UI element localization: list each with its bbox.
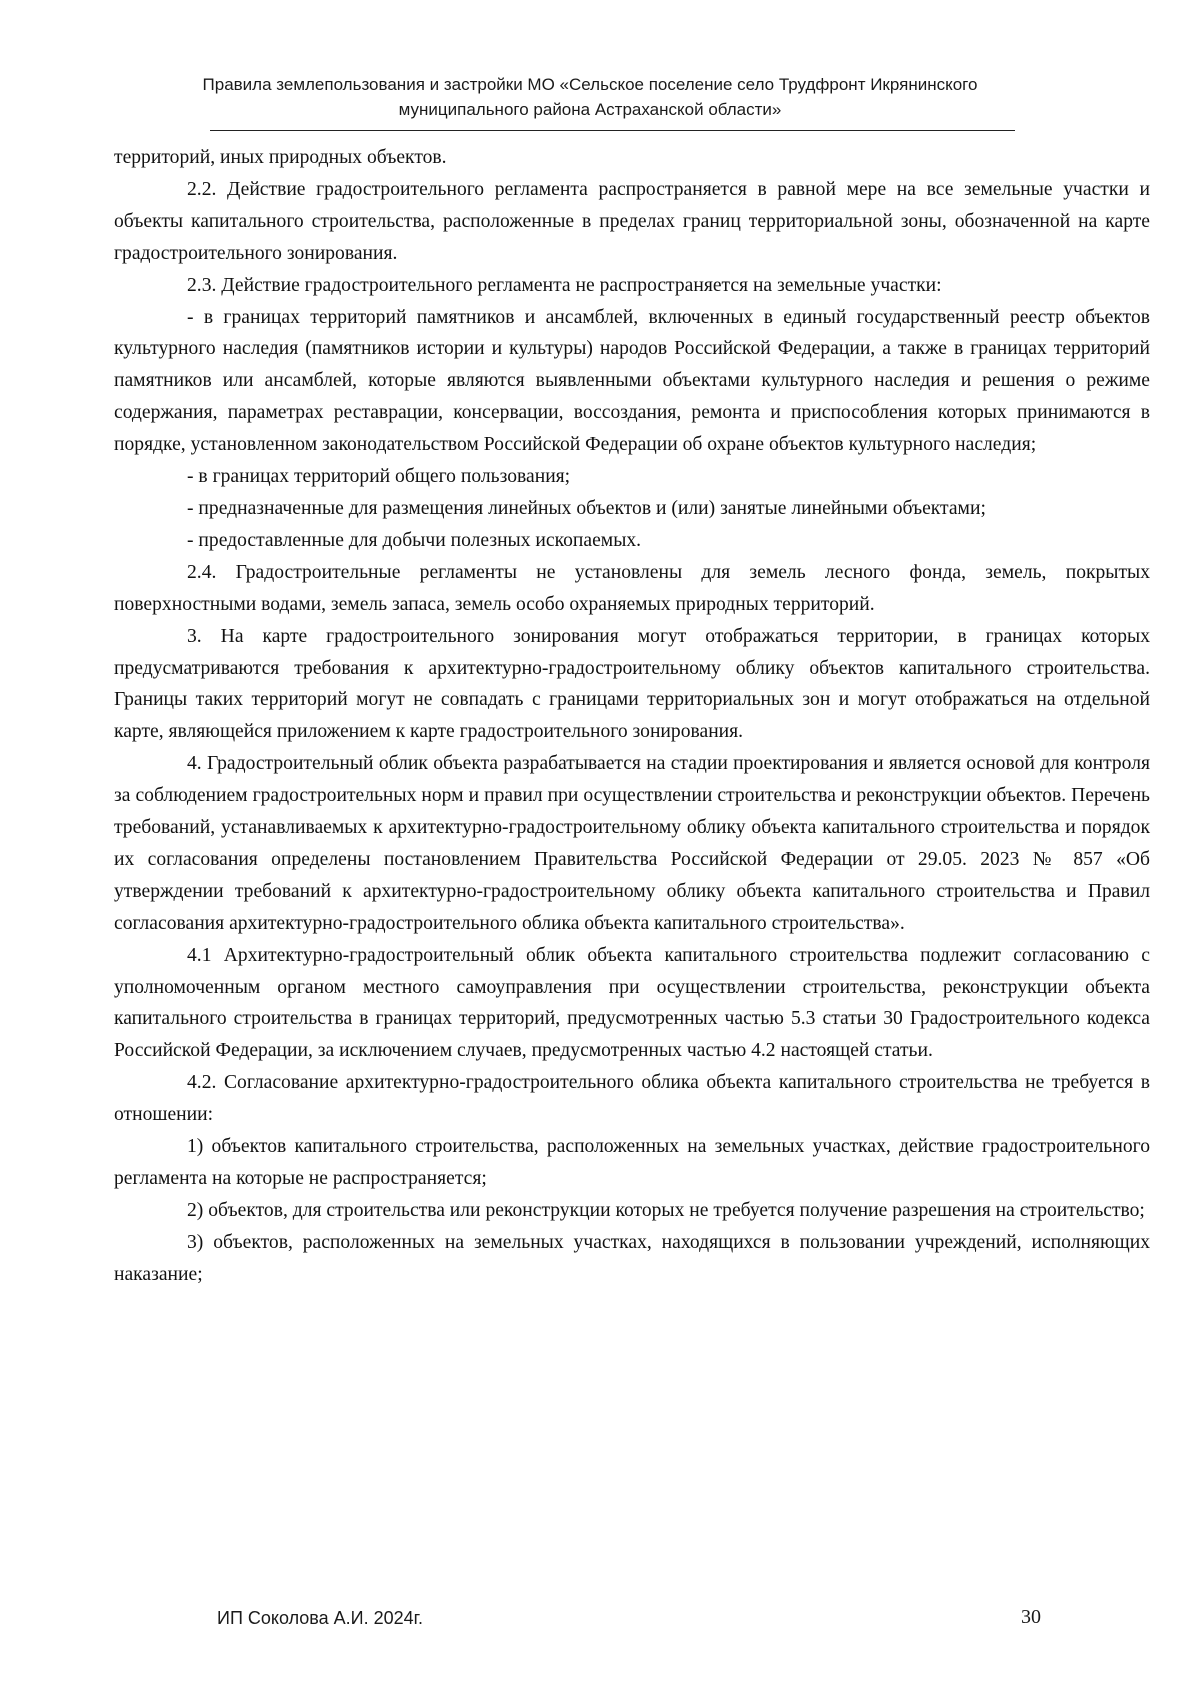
list-item-public-territories: - в границах территорий общего пользования; — [187, 466, 571, 488]
paragraph-4-2: 4.2. Согласование архитектурно-градостроительного облика объекта капитального строительства не требуется в отношении: — [114, 1072, 1150, 1126]
paragraph-4: 4. Градостроительный облик объекта разрабатывается на стадии проектирования и является основой для контроля за соблюдением градостроительных норм и правил при осуществлении строительства и реконструкции объектов. Перечень требований, устанавливаемых к архитектурно-градостроительному облику объекта капитального строительства и порядок их согласования определены постановлением Правительства Российской Федерации от 29.05. 2023 № 857 «Об утверждении требований к архитектурно-градостроительному облику объекта капитального строительства и Правил согласования архитектурно-градостроительного облика объекта капитального строительства». — [114, 753, 1150, 934]
page-number: 30 — [1021, 1606, 1041, 1628]
list-item-1: 1) объектов капитального строительства, расположенных на земельных участках, действие градостроительного регламента на которые не распространяется; — [114, 1136, 1150, 1189]
header-line-2: муниципального района Астраханской области» — [398, 100, 782, 119]
footer-author: ИП Соколова А.И. 2024г. — [217, 1608, 424, 1628]
header-line-1: Правила землепользования и застройки МО «Сельское поселение село Трудфронт Икрянинского — [202, 75, 978, 94]
running-header — [150, 72, 1030, 122]
paragraph-4-1: 4.1 Архитектурно-градостроительный облик объекта капитального строительства подлежит согласованию с уполномоченным органом местного самоуправления при осуществлении строительства, реконструкции объекта капитального строительства в границах территорий, предусмотренных частью 5.3 статьи 30 Градостроительного кодекса Российской Федерации, за исключением случаев, предусмотренных частью 4.2 настоящей статьи. — [114, 944, 1150, 1062]
paragraph-2-2: 2.2. Действие градостроительного регламента распространяется в равной мере на все земельные участки и объекты капитального строительства, расположенные в пределах границ территориальной зоны, обозначенной на карте градостроительного зонирования. — [114, 178, 1150, 264]
list-item-mineral-extraction: - предоставленные для добычи полезных ископаемых. — [187, 529, 642, 551]
list-item-linear-objects: - предназначенные для размещения линейных объектов и (или) занятые линейными объектами; — [187, 497, 986, 519]
list-item-2: 2) объектов, для строительства или реконструкции которых не требуется получение разрешения на строительство; — [187, 1199, 1145, 1221]
paragraph-continuation: территорий, иных природных объектов. — [114, 147, 447, 168]
paragraph-3: 3. На карте градостроительного зонирования могут отображаться территории, в границах которых предусматриваются требования к архитектурно-градостроительному облику объектов капитального строительства. Границы таких территорий могут не совпадать с границами территориальных зон и могут отображаться на отдельной карте, являющейся приложением к карте градостроительного зонирования. — [114, 625, 1150, 743]
paragraph-2-3: 2.3. Действие градостроительного регламента не распространяется на земельные участки: — [187, 274, 942, 296]
header-divider — [210, 130, 1015, 131]
paragraph-2-4: 2.4. Градостроительные регламенты не установлены для земель лесного фонда, земель, покрытых поверхностными водами, земель запаса, земель особо охраняемых природных территорий. — [114, 561, 1150, 615]
document-body — [114, 142, 1150, 1291]
list-item-heritage: - в границах территорий памятников и ансамблей, включенных в единый государственный реестр объектов культурного наследия (памятников истории и культуры) народов Российской Федерации, а также в границах территорий памятников или ансамблей, которые являются выявленными объектами культурного наследия и решения о режиме содержания, параметрах реставрации, консервации, воссоздания, ремонта и приспособления которых принимаются в порядке, установленном законодательством Российской Федерации об охране объектов культурного наследия; — [114, 306, 1150, 456]
list-item-3: 3) объектов, расположенных на земельных участках, находящихся в пользовании учреждений, исполняющих наказание; — [114, 1231, 1150, 1285]
